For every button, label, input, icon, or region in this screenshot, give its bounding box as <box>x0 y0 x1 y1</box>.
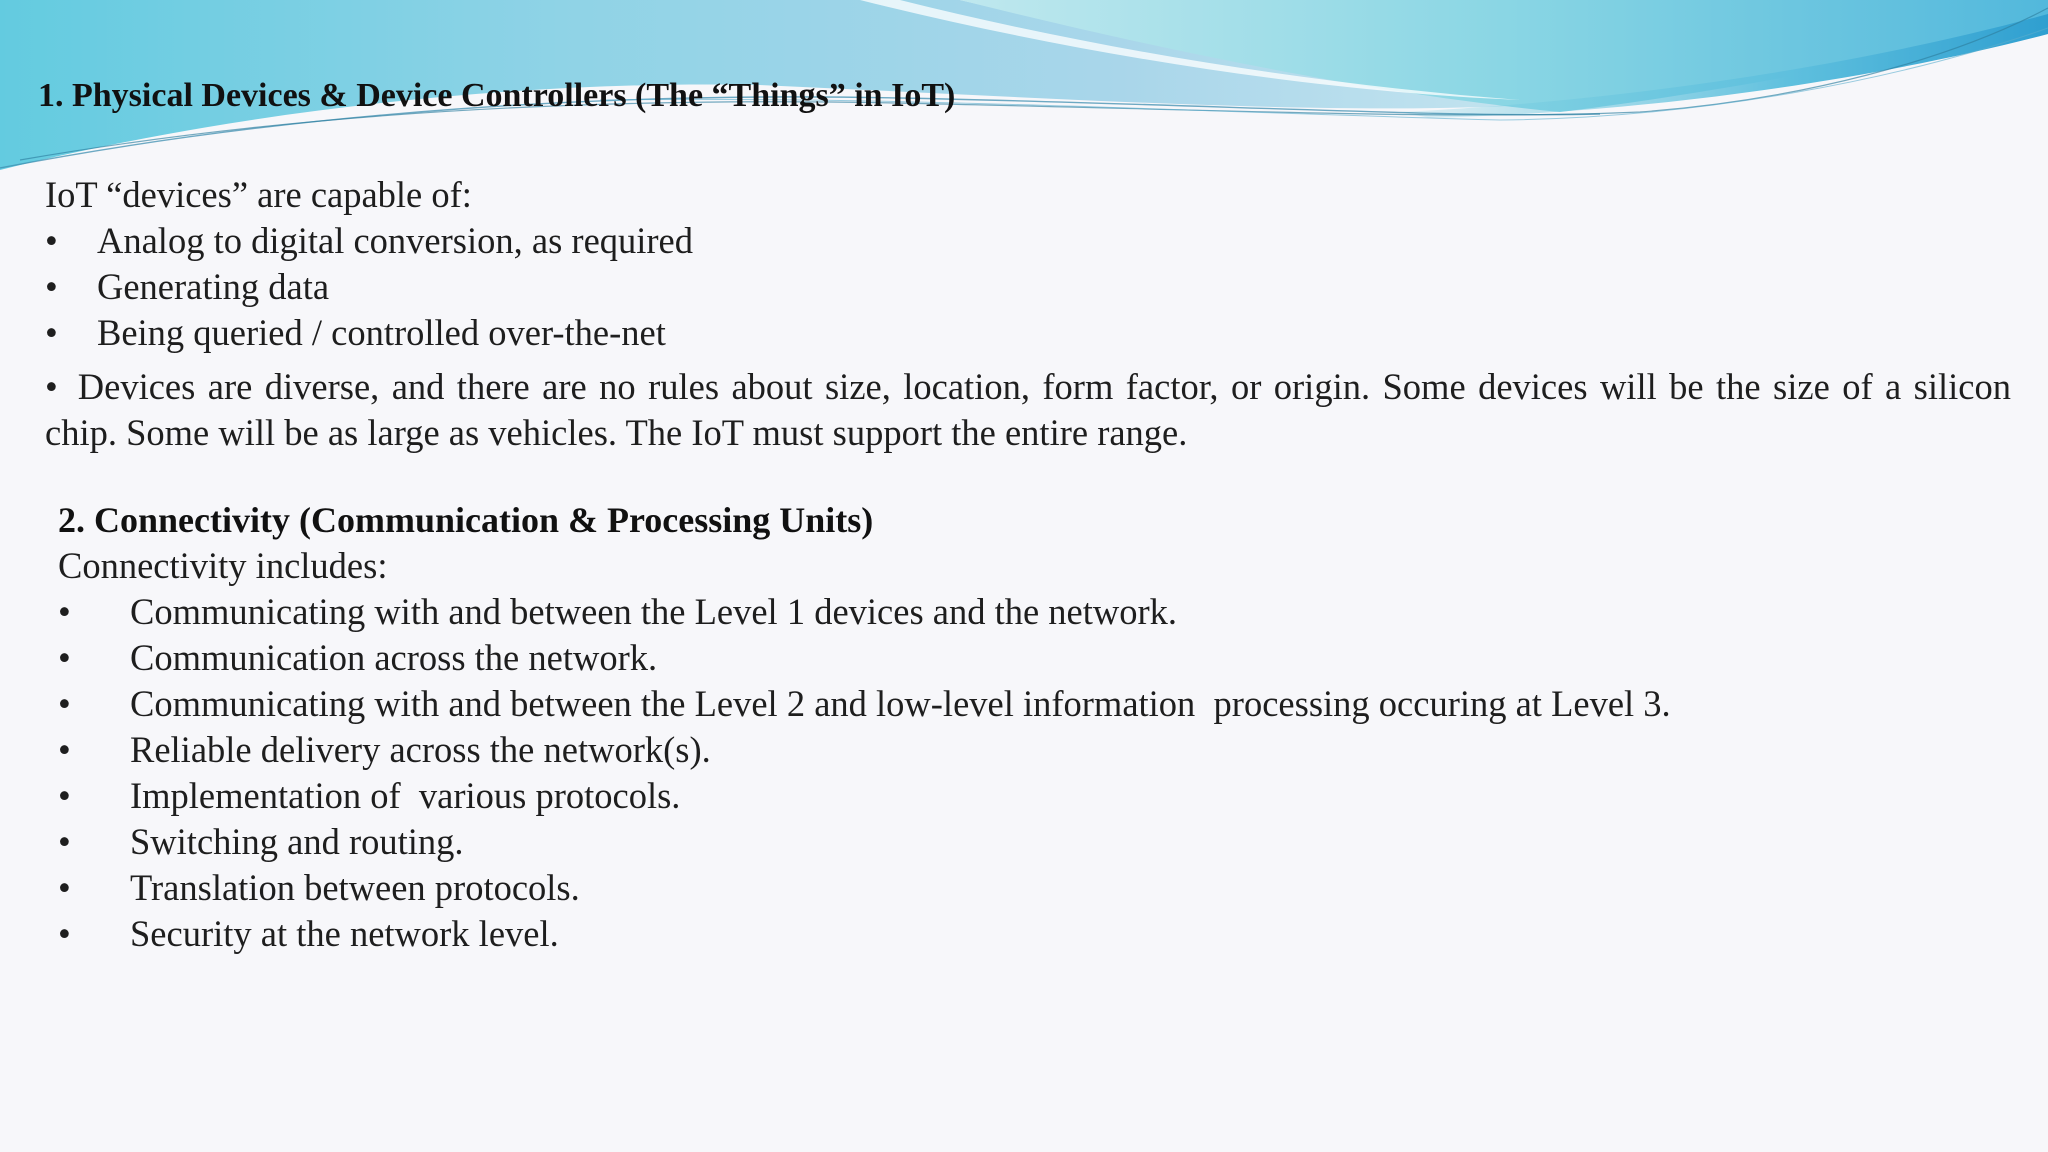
list-item-text: Implementation of various protocols. <box>130 775 681 816</box>
list-item-text: Communicating with and between the Level 1 devices and the network. <box>130 591 1178 632</box>
list-item-text: Security at the network level. <box>130 913 559 954</box>
section2-intro: Connectivity includes: <box>58 545 388 586</box>
section1-title: 1. Physical Devices & Device Controllers (The “Things” in IoT) <box>38 77 956 114</box>
bullet-icon: • <box>58 775 71 816</box>
bullet-icon: • <box>58 729 71 770</box>
bullet-icon: • <box>58 821 71 862</box>
paragraph-text: Devices are diverse, and there are no rules about size, location, form factor, or origin. Some devices will be the size of a silicon chip. Some will be as large as vehicles. The IoT must support the entire range. <box>45 366 2011 453</box>
bullet-icon: • <box>45 312 58 353</box>
bullet-icon: • <box>58 683 71 724</box>
bullet-icon: • <box>58 913 71 954</box>
list-item-text: Switching and routing. <box>130 821 464 862</box>
list-item-text: Generating data <box>97 266 330 307</box>
list-item-text: Being queried / controlled over-the-net <box>97 312 666 353</box>
list-item-text: Translation between protocols. <box>130 867 580 908</box>
bullet-icon: • <box>45 220 58 261</box>
section2-title: 2. Connectivity (Communication & Processing Units) <box>58 500 874 540</box>
list-item-text: Communication across the network. <box>130 637 658 678</box>
bullet-icon: • <box>58 637 71 678</box>
bullet-icon: • <box>58 867 71 908</box>
bullet-icon: • <box>45 266 58 307</box>
bullet-icon: • <box>45 366 58 407</box>
bullet-icon: • <box>58 591 71 632</box>
list-item-text: Analog to digital conversion, as required <box>97 220 694 261</box>
list-item-text: Reliable delivery across the network(s). <box>130 729 711 770</box>
list-item-text: Communicating with and between the Level 2 and low-level information processing occuring at Level 3. <box>130 683 1671 724</box>
section1-intro: IoT “devices” are capable of: <box>45 174 472 215</box>
section1-paragraph <box>45 364 2011 456</box>
